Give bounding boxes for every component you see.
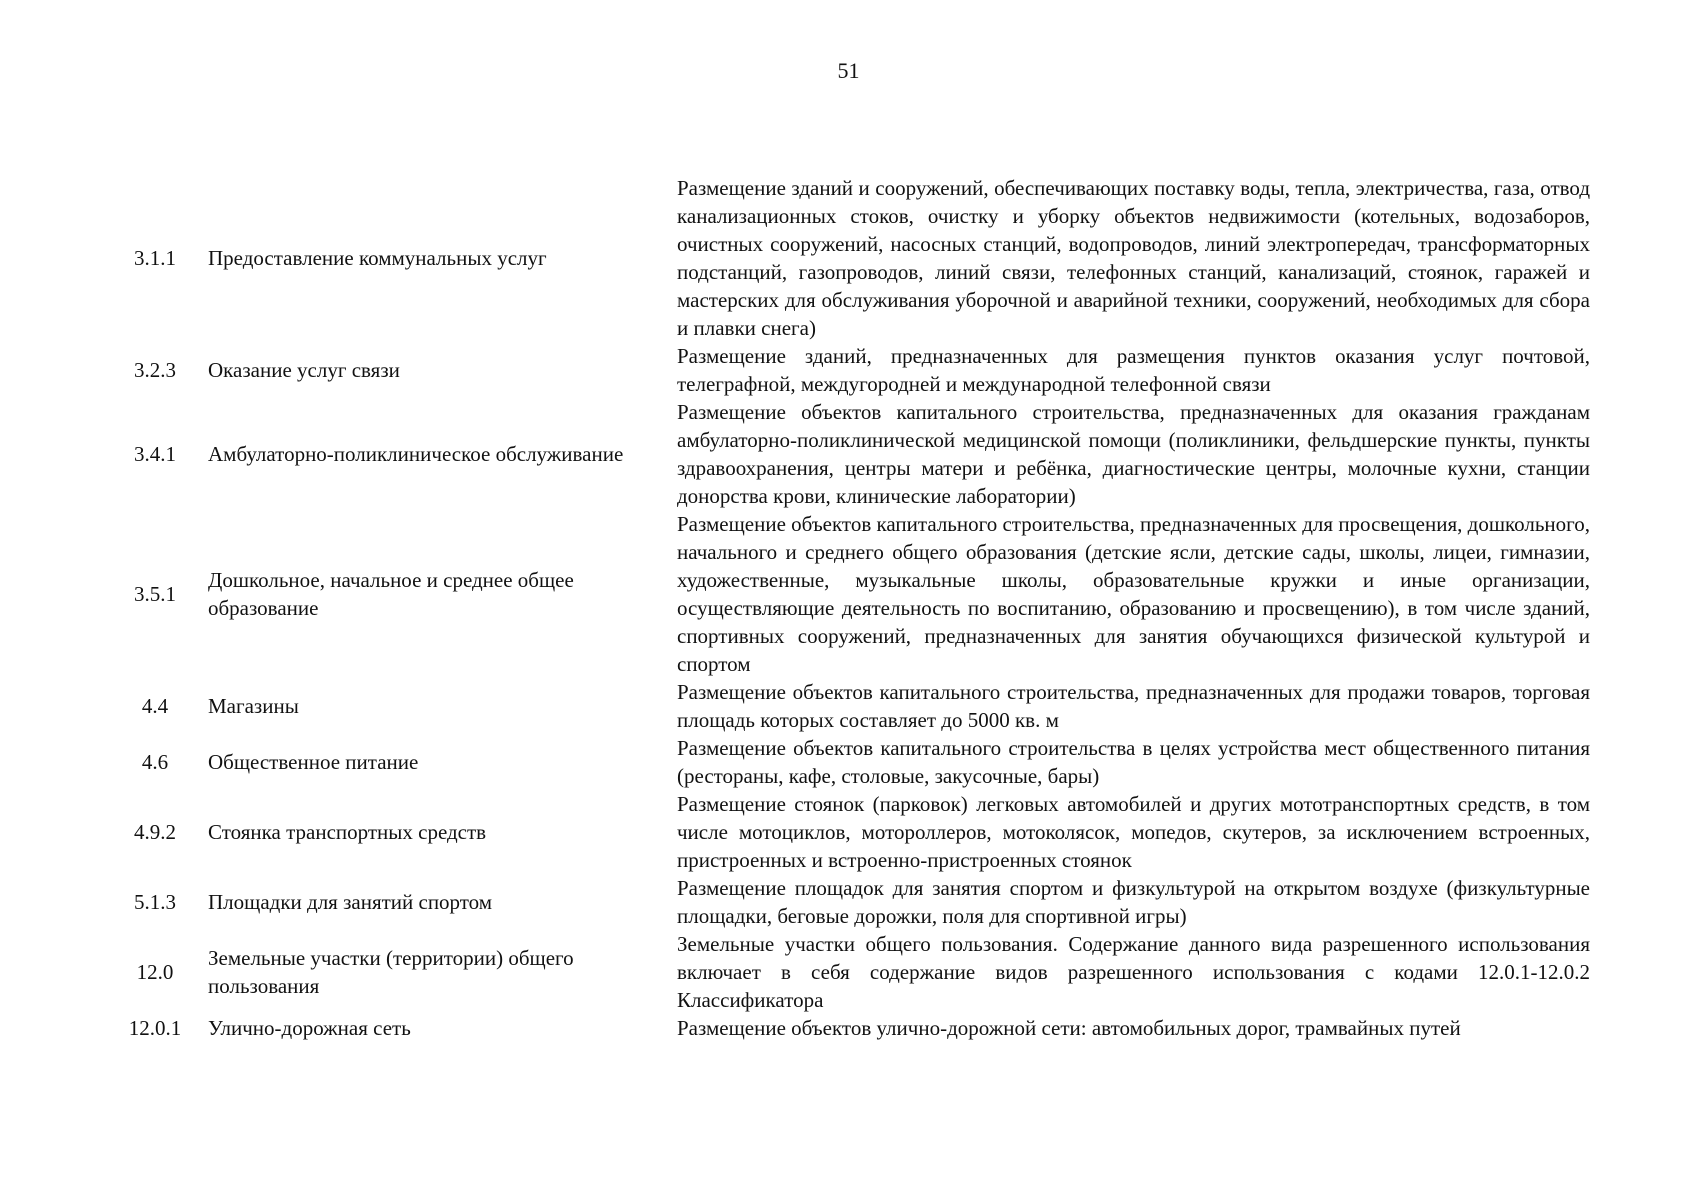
row-name: Улично-дорожная сеть — [208, 1016, 411, 1040]
row-code: 12.0.1 — [128, 1016, 182, 1040]
row-description: Размещение объектов капитального строительства, предназначенных для продажи товаров, торговая площадь которых составляет до 5000 кв. м — [677, 680, 1590, 732]
row-name: Общественное питание — [208, 750, 419, 774]
row-description: Размещение зданий и сооружений, обеспечивающих поставку воды, тепла, электричества, газа, отвод канализационных стоков, очистку и уборку объектов недвижимости (котельных, водозаборов, очистных сооружений, насосных станций, водопроводов, линий электропередач, трансформаторных подстанций, газопроводов, линий связи, телефонных станций, канализаций, стоянок, гаражей и мастерских для обслуживания уборочной и аварийной техники, сооружений, необходимых для сбора и плавки снега) — [677, 176, 1590, 340]
row-description: Размещение зданий, предназначенных для размещения пунктов оказания услуг почтовой, телеграфной, междугородней и международной телефонной связи — [677, 344, 1590, 396]
row-name: Земельные участки (территории) общего пользования — [208, 946, 574, 998]
row-description: Размещение объектов улично-дорожной сети: автомобильных дорог, трамвайных путей — [677, 1016, 1461, 1040]
row-name: Магазины — [208, 694, 299, 718]
row-name: Площадки для занятий спортом — [208, 890, 493, 914]
row-code: 4.9.2 — [134, 820, 176, 844]
row-description: Размещение площадок для занятия спортом и физкультурой на открытом воздухе (физкультурные площадки, беговые дорожки, поля для спортивной игры) — [677, 876, 1590, 928]
table-row — [110, 174, 1590, 342]
row-name: Стоянка транспортных средств — [208, 820, 487, 844]
row-code: 3.1.1 — [134, 246, 176, 270]
row-description: Размещение стоянок (парковок) легковых автомобилей и других мототранспортных средств, в том числе мотоциклов, мотороллеров, мотоколясок, мопедов, скутеров, за исключением встроенных, пристроенных и встроенно-пристроенных стоянок — [677, 792, 1590, 872]
row-code: 3.2.3 — [134, 358, 176, 382]
row-description: Земельные участки общего пользования. Содержание данного вида разрешенного использования включает в себя содержание видов разрешенного использования с кодами 12.0.1-12.0.2 Классификатора — [677, 932, 1590, 1012]
row-code: 12.0 — [136, 960, 174, 984]
row-code: 4.6 — [141, 750, 169, 774]
row-description: Размещение объектов капитального строительства в целях устройства мест общественного питания (рестораны, кафе, столовые, закусочные, бары) — [677, 736, 1590, 788]
table-row — [110, 874, 1590, 930]
row-code: 4.4 — [141, 694, 169, 718]
table-row — [110, 342, 1590, 398]
row-code: 5.1.3 — [134, 890, 176, 914]
row-name: Предоставление коммунальных услуг — [208, 246, 547, 270]
table-row — [110, 398, 1590, 510]
row-code: 3.4.1 — [134, 442, 176, 466]
land-use-table — [110, 174, 1590, 1042]
table-row — [110, 734, 1590, 790]
row-name: Дошкольное, начальное и среднее общее образование — [208, 568, 574, 620]
row-description: Размещение объектов капитального строительства, предназначенных для просвещения, дошкольного, начального и среднего общего образования (детские ясли, детские сады, школы, лицеи, гимназии, художественные, музыкальные школы, образовательные кружки и иные организации, осуществляющие деятельность по воспитанию, образованию и просвещению), в том числе зданий, спортивных сооружений, предназначенных для занятия обучающихся физической культурой и спортом — [677, 512, 1590, 676]
row-name: Амбулаторно-поликлиническое обслуживание — [208, 442, 624, 466]
table-row — [110, 1014, 1590, 1042]
row-description: Размещение объектов капитального строительства, предназначенных для оказания гражданам амбулаторно-поликлинической медицинской помощи (поликлиники, фельдшерские пункты, пункты здравоохранения, центры матери и ребёнка, диагностические центры, молочные кухни, станции донорства крови, клинические лаборатории) — [677, 400, 1590, 508]
table-row — [110, 510, 1590, 678]
table-row — [110, 678, 1590, 734]
page-number: 51 — [837, 58, 860, 83]
table-row — [110, 930, 1590, 1014]
table-row — [110, 790, 1590, 874]
row-name: Оказание услуг связи — [208, 358, 400, 382]
row-code: 3.5.1 — [134, 582, 176, 606]
